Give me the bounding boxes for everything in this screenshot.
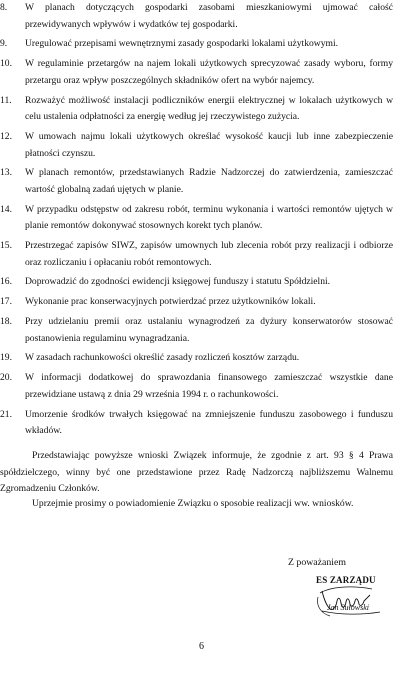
signature-org-stamp: ES ZARZĄDU xyxy=(316,575,376,585)
item-text: W planach dotyczących gospodarki zasobami mieszkaniowymi ujmować całość przewidywanych wpływów i wydatków tej gospodarki. xyxy=(25,2,393,30)
item-number: 19. xyxy=(0,352,12,364)
body-paragraph: Przedstawiając powyższe wnioski Związek informuje, że zgodnie z art. 93 § 4 Prawa spółdzielczego, winny być one przedstawione przez Radę Nadzorczą najbliższemu Walnemu Zgromadzeniu Członków. xyxy=(0,450,393,495)
list-item xyxy=(0,370,405,403)
item-text: Umorzenie środków trwałych księgować na zmniejszenie funduszu zasobowego i funduszu wkładów. xyxy=(25,408,393,437)
item-text: Wykonanie prac konserwacyjnych potwierdzać przez użytkowników lokali. xyxy=(25,296,316,308)
item-number: 20. xyxy=(0,372,12,384)
item-number: 15. xyxy=(0,240,12,252)
item-text: Przy udzielaniu premii oraz ustalaniu wynagrodzeń za dyżury konserwatorów stosować postanowienia regulaminu wynagradzania. xyxy=(25,315,393,344)
item-text: Doprowadzić do zgodności ewidencji księgowej funduszy i statutu Spółdzielni. xyxy=(25,276,331,288)
closing-salutation: Z poważaniem xyxy=(288,557,346,568)
item-number: 13. xyxy=(0,167,12,179)
signatory-name: Jan Sułowski xyxy=(327,603,369,612)
item-text: Rozważyć możliwość instalacji podliczników energii elektrycznej w lokalach użytkowych w celu ustalenia odpłatności za energię według jej rzeczywistego zużycia. xyxy=(25,94,393,123)
list-item xyxy=(0,202,405,235)
list-item xyxy=(0,165,405,198)
item-number: 12. xyxy=(0,130,12,142)
list-item xyxy=(0,93,405,126)
handwritten-signature-icon xyxy=(300,575,400,621)
list-item xyxy=(0,36,405,53)
list-item xyxy=(0,238,405,271)
item-text: W informacji dodatkowej do sprawozdania finansowego zamieszczać wszystkie dane przewidziane ustawą z dnia 29 września 1994 r. o rachunkowości. xyxy=(25,372,393,400)
item-number: 16. xyxy=(0,276,12,288)
item-number: 8. xyxy=(0,2,8,13)
item-number: 17. xyxy=(0,296,12,308)
item-text: W przypadku odstępstw od zakresu robót, terminu wykonania i wartości remontów ujętych w planie remontów dokonywać stosownych korekt tych planów. xyxy=(25,203,393,232)
list-item xyxy=(0,129,405,162)
item-text: W zasadach rachunkowości określić zasady rozliczeń kosztów zarządu. xyxy=(25,352,300,364)
signature-block xyxy=(300,575,400,621)
item-text: W planach remontów, przedstawianych Radzie Nadzorczej do zatwierdzenia, zamieszczać wartość globalną zadań ujętych w planie. xyxy=(25,167,393,195)
item-number: 9. xyxy=(0,38,8,50)
list-item xyxy=(0,350,405,367)
item-number: 10. xyxy=(0,58,12,70)
list-item xyxy=(0,0,405,33)
list-item xyxy=(0,56,405,89)
list-item xyxy=(0,294,405,311)
list-item xyxy=(0,407,405,440)
item-text: Uregulować przepisami wewnętrznymi zasady gospodarki lokalami użytkowymi. xyxy=(25,38,339,50)
item-number: 21. xyxy=(0,408,12,420)
item-text: Przestrzegać zapisów SIWZ, zapisów umownych lub zlecenia robót przy realizacji i odbiorze oraz rozliczaniu i opłacaniu robót remontowych. xyxy=(25,240,393,268)
item-text: W umowach najmu lokali użytkowych określać wysokość kaucji lub inne zabezpieczenie płatności czynszu. xyxy=(25,130,393,159)
list-item xyxy=(0,314,405,347)
item-text: W regulaminie przetargów na najem lokali użytkowych sprecyzować zasady wyboru, formy przetargu oraz wpływ poszczególnych składników ofert na wybór najemcy. xyxy=(25,58,393,86)
item-number: 14. xyxy=(0,203,12,215)
body-paragraph: Uprzejmie prosimy o powiadomienie Związku o sposobie realizacji ww. wniosków. xyxy=(32,498,354,509)
item-number: 18. xyxy=(0,315,12,327)
page-number: 6 xyxy=(199,641,204,652)
list-item xyxy=(0,274,405,291)
item-number: 11. xyxy=(0,94,12,106)
